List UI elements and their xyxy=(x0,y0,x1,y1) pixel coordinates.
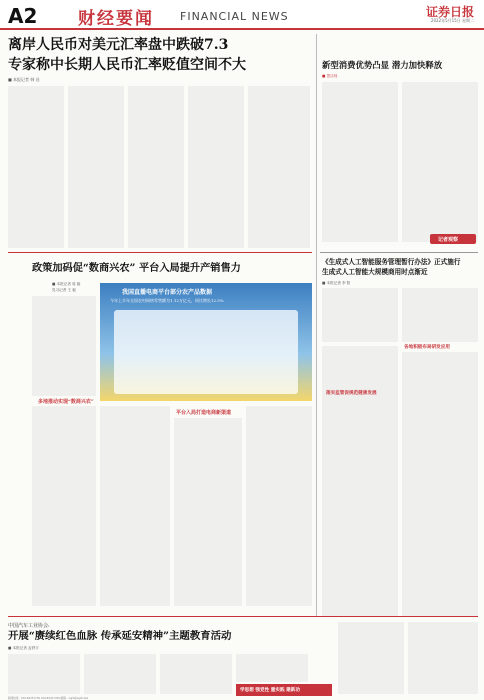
right-mid-headline-1: 《生成式人工智能服务管理暂行办法》正式施行 xyxy=(322,258,461,266)
policy-subhead-1: 多地推动实现“数商兴农” xyxy=(38,399,94,405)
divider-horizontal-1 xyxy=(8,252,312,253)
right-mid-body-col-4 xyxy=(402,352,478,616)
bottom-kicker: 中国汽车工业协会: xyxy=(8,623,50,629)
bottom-headline: 开展“赓续红色血脉 传承延安精神”主题教育活动 xyxy=(8,630,232,642)
lead-body-col-3 xyxy=(128,86,184,248)
divider-horizontal-2 xyxy=(8,616,478,617)
right-mid-subhead-1: 各地积极布局研发应用 xyxy=(404,345,450,350)
policy-sub-byline: 见习记者 王 毅 xyxy=(52,288,76,292)
policy-headline: 政策加码促“数商兴农” 平台入局提升产销售力 xyxy=(32,262,241,274)
right-mid-byline: ■ 本报记者 李 阳 xyxy=(322,281,351,285)
page-code: A2 xyxy=(8,4,38,28)
divider-vertical xyxy=(316,34,317,616)
theme-banner-label: 学思想 强党性 重实践 建新功 xyxy=(240,688,300,693)
lead-byline: ■ 本报记者 韩 昌 xyxy=(8,77,40,82)
chart-panel xyxy=(114,310,298,394)
right-mid-body-col-1 xyxy=(322,288,398,342)
right-top-byline: ■ 思洁现 xyxy=(322,74,338,78)
lead-body-col-4 xyxy=(188,86,244,248)
policy-body-col-2 xyxy=(32,406,96,606)
section-title-en: FINANCIAL NEWS xyxy=(180,10,289,23)
paper-logo: 证券日报 xyxy=(425,5,474,19)
right-mid-body-col-2 xyxy=(402,288,478,342)
bottom-body-col-2 xyxy=(84,654,156,694)
divider-horizontal-right-1 xyxy=(320,252,478,253)
policy-body-col-3 xyxy=(100,406,170,606)
bottom-body-col-5 xyxy=(338,622,404,694)
bottom-body-col-1 xyxy=(8,654,80,694)
lead-body-col-1 xyxy=(8,86,64,248)
policy-chart-title: 我国直播电商平台部分农产品数据 xyxy=(122,289,213,296)
right-mid-headline-2: 生成式人工智能大规模商用时点渐近 xyxy=(322,268,428,276)
bottom-body-col-6 xyxy=(408,622,478,694)
page-header xyxy=(0,0,484,30)
bottom-byline: ■ 本报记者 孟舒宇 xyxy=(8,646,39,650)
lead-headline-1: 离岸人民币对美元汇率盘中跌破7.3 xyxy=(8,37,229,53)
page-credits: 新闻热线：010-83251730 010-83251760 邮箱：zqrb@zqrb.net xyxy=(8,697,88,700)
right-top-body-col-2 xyxy=(402,82,478,242)
right-top-headline: 新型消费优势凸显 潜力加快释放 xyxy=(322,60,443,70)
policy-subhead-2: 平台入局打造电商新渠道 xyxy=(176,410,232,416)
bottom-body-col-3 xyxy=(160,654,232,694)
policy-body-col-4 xyxy=(174,418,242,606)
bottom-body-col-4 xyxy=(236,654,308,682)
policy-body-col-5 xyxy=(246,406,312,606)
edition-meta: 2022年5月15日 星期二 xyxy=(430,18,474,23)
observer-badge-label: 记者观察 xyxy=(438,237,459,243)
right-mid-subhead-2: 落实监管促规范健康发展 xyxy=(326,391,377,396)
right-top-body-col-1 xyxy=(322,82,398,242)
policy-body-col-1 xyxy=(32,296,96,396)
lead-body-col-2 xyxy=(68,86,124,248)
right-mid-body-col-3 xyxy=(322,346,398,616)
policy-byline: ■ 本报记者 周 毅 xyxy=(52,282,81,286)
policy-chart-note: 今年上半年全国农村网络零售额为1.12万亿元，同比增长12.5% xyxy=(110,298,224,303)
lead-headline-2: 专家称中长期人民币汇率贬值空间不大 xyxy=(8,57,246,73)
lead-body-col-5 xyxy=(248,86,310,248)
section-title: 财经要闻 xyxy=(78,9,154,29)
